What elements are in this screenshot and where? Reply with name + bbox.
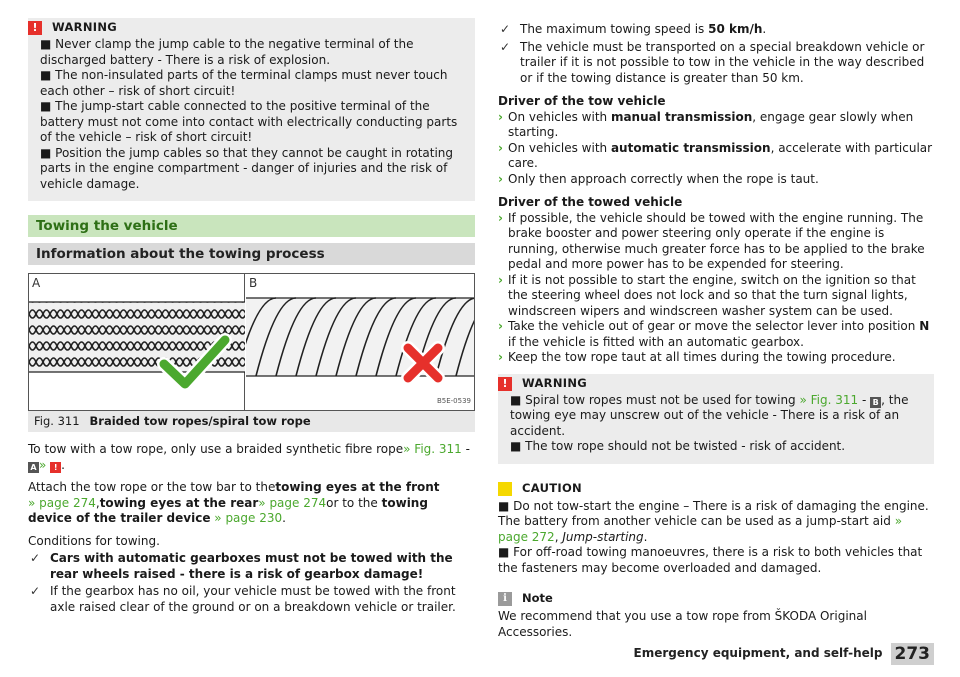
- caution-item: ■ For off-road towing manoeuvres, there is a risk to both vehicles that the fasteners may become overloaded and damaged.: [498, 545, 923, 575]
- list-item: › Only then approach correctly when the rope is taut.: [498, 171, 819, 186]
- figure-code: B5E-0539: [436, 396, 471, 405]
- warning-item: ■ Never clamp the jump cable to the negative terminal of the discharged battery - There is a risk of explosion.: [40, 37, 414, 67]
- footer-chapter: Emergency equipment, and self-help: [633, 646, 883, 661]
- note-title: Note: [522, 591, 553, 606]
- figure-panel-braided-rope: [29, 274, 245, 410]
- figure-tow-ropes: [28, 273, 475, 411]
- list-item: › If possible, the vehicle should be towed with the engine running. The brake booster and power steering only operate if the engine is running, otherwise much greater force has to be applied to the brake pedal and more power has to be expended for steering.: [498, 210, 925, 271]
- arrow-icon: ›: [498, 272, 503, 287]
- warning-item: ■ The jump-start cable connected to the positive terminal of the battery must not come into contact with electrically conducting parts of the vehicle – risk of short circuit!: [40, 99, 458, 144]
- spiral-rope-illustration: [246, 274, 474, 410]
- figure-label-a: A: [32, 276, 41, 290]
- note-header: [498, 592, 934, 606]
- warning-box-jump-cable: [28, 18, 475, 201]
- arrow-icon: ›: [498, 350, 503, 364]
- list-item: › Take the vehicle out of gear or move the selector lever into position N if the vehicle is fitted with an automatic gearbox.: [498, 319, 930, 349]
- warning-item: ■ The tow rope should not be twisted - risk of accident.: [510, 439, 846, 453]
- check-item: ✓ Cars with automatic gearboxes must not be towed with the rear wheels raised - there is a risk of gearbox damage!: [28, 551, 475, 582]
- subheading-towed-vehicle: Driver of the towed vehicle: [498, 195, 683, 209]
- figure-caption: [28, 411, 475, 432]
- arrow-icon: ›: [498, 140, 503, 155]
- left-column: [28, 18, 475, 615]
- figure-number: Fig. 311: [34, 414, 80, 428]
- warning-title: WARNING: [522, 375, 587, 390]
- check-item: ✓ The maximum towing speed is 50 km/h.: [498, 22, 934, 38]
- paragraph-braided-rope: To tow with a tow rope, only use a braided synthetic fibre rope» Fig. 311 - A » ! .: [28, 442, 470, 472]
- warning-title: WARNING: [52, 20, 117, 35]
- warning-icon: !: [28, 21, 42, 35]
- caution-icon: [498, 482, 512, 496]
- figure-b-icon: B: [870, 397, 881, 408]
- info-icon: i: [498, 592, 512, 606]
- paragraph-conditions: Conditions for towing.: [28, 533, 160, 548]
- arrow-icon: ›: [498, 109, 503, 124]
- right-column: [498, 22, 934, 640]
- figure-panel-spiral-rope: [246, 274, 474, 410]
- paragraph-attach-rope: Attach the tow rope or the tow bar to thetowing eyes at the front » page 274,towing eyes at the rear» page 274or to the towing device of the trailer device » page 230.: [28, 480, 440, 525]
- page-link[interactable]: » page 274: [28, 495, 96, 510]
- page-number: 273: [891, 643, 935, 665]
- page-link[interactable]: » page 274: [258, 495, 327, 510]
- warning-box-tow-rope: [498, 374, 934, 464]
- arrow-icon: ›: [498, 171, 503, 186]
- check-item: ✓ If the gearbox has no oil, your vehicle must be towed with the front axle raised clear of the ground or on a breakdown vehicle or trailer.: [28, 584, 475, 615]
- warning-icon: !: [498, 377, 512, 391]
- section-subtitle: Information about the towing process: [28, 243, 475, 265]
- warning-item: ■ The non-insulated parts of the terminal clamps must never touch each other – risk of short circuit!: [40, 68, 448, 98]
- caution-title: CAUTION: [522, 480, 582, 495]
- arrow-icon: ›: [498, 210, 503, 225]
- warning-link[interactable]: »: [39, 457, 47, 472]
- list-item: › On vehicles with manual transmission, engage gear slowly when starting.: [498, 109, 914, 139]
- warning-icon: !: [50, 462, 61, 473]
- warning-header: [28, 21, 463, 35]
- caution-header: [498, 482, 934, 496]
- caution-item: ■ Do not tow-start the engine – There is a risk of damaging the engine. The battery from another vehicle can be used as a jump-start aid » page 272, Jump-starting.: [498, 498, 929, 544]
- figure-label-b: B: [249, 276, 258, 290]
- figure-link[interactable]: » Fig. 311: [403, 442, 462, 456]
- arrow-icon: ›: [498, 319, 503, 333]
- page-footer: [634, 644, 934, 664]
- section-title: Towing the vehicle: [28, 215, 475, 237]
- list-item: › Keep the tow rope taut at all times during the towing procedure.: [498, 350, 896, 364]
- figure-caption-text: Braided tow ropes/spiral tow rope: [89, 414, 311, 428]
- check-item: ✓ The vehicle must be transported on a special breakdown vehicle or trailer if it is not possible to tow in the vehicle in the way described or if the towing distance is greater than 50 km.: [498, 40, 934, 87]
- subheading-tow-vehicle: Driver of the tow vehicle: [498, 94, 666, 108]
- page-link[interactable]: » page 230: [210, 511, 283, 525]
- warning-item: ■ Spiral tow ropes must not be used for towing » Fig. 311 - B , the towing eye may unscrew out of the vehicle - There is a risk of an accident.: [510, 392, 909, 438]
- list-item: › If it is not possible to start the engine, switch on the ignition so that the steering wheel does not lock and so that the turn signal lights, windscreen wipers and windscreen washer system can be used.: [498, 272, 916, 318]
- braided-rope-illustration: [29, 274, 245, 410]
- figure-link[interactable]: » Fig. 311: [799, 392, 859, 407]
- warning-header: [498, 377, 922, 391]
- figure-a-icon: A: [28, 462, 39, 473]
- list-item: › On vehicles with automatic transmission, accelerate with particular care.: [498, 140, 933, 170]
- warning-item: ■ Position the jump cables so that they cannot be caught in rotating parts in the engine compartment - danger of injuries and the risk of vehicle damage.: [40, 145, 454, 191]
- note-text: We recommend that you use a tow rope from ŠKODA Original Accessories.: [498, 609, 867, 639]
- page-link[interactable]: » page 272: [498, 514, 903, 544]
